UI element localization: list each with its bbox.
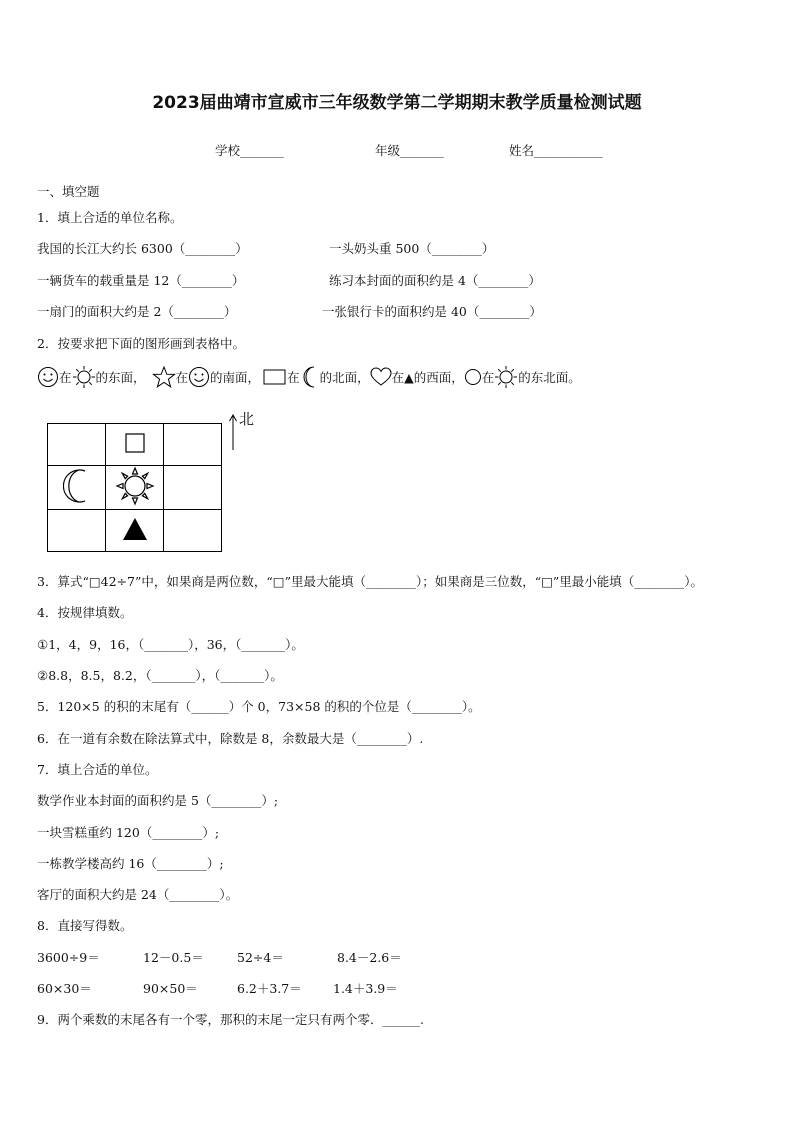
- page-title: 2023届曲靖市宣威市三年级数学第二学期期末教学质量检测试题: [152, 93, 642, 113]
- q2-text: 的东面，: [95, 370, 146, 385]
- sun-icon: [115, 466, 155, 506]
- q7-item: 客厅的面积大约是 24（________）。: [37, 887, 239, 902]
- q8-item: 6.2＋3.7＝: [237, 981, 302, 996]
- q4-item: ②8.8，8.5，8.2，（_______），（_______）。: [37, 668, 283, 683]
- grid-cell: [48, 424, 106, 466]
- question-8-label: 8．直接写得数。: [37, 918, 133, 933]
- smiley-icon: [37, 366, 59, 388]
- moon-icon: [300, 365, 320, 389]
- q8-item: 1.4＋3.9＝: [333, 981, 398, 996]
- question-6: 6．在一道有余数在除法算式中，除数是 8，余数最大是（________）.: [37, 731, 424, 746]
- question-1-label: 1．填上合适的单位名称。: [37, 210, 183, 225]
- q8-item: 60×30＝: [37, 981, 92, 996]
- question-9: 9．两个乘数的末尾各有一个零，那积的末尾一定只有两个零．______.: [37, 1012, 424, 1027]
- section-heading: 一、填空题: [37, 184, 100, 199]
- square-icon: [124, 432, 146, 454]
- q1-item: 一扇门的面积大约是 2（________）: [37, 304, 237, 319]
- rectangle-icon: [263, 368, 287, 386]
- q2-text: 在: [59, 370, 72, 385]
- sun-icon: [72, 365, 96, 389]
- sun-icon: [494, 365, 518, 389]
- name-field: 姓名___________: [509, 143, 603, 158]
- grid-cell: [106, 424, 164, 466]
- q2-text: 在: [175, 370, 189, 385]
- q2-text: 在: [481, 370, 495, 385]
- moon-icon: [63, 469, 91, 503]
- question-7-label: 7．填上合适的单位。: [37, 762, 158, 777]
- grid-cell: [164, 424, 222, 466]
- q2-text: 在▲的西面，: [391, 370, 464, 385]
- question-5: 5．120×5 的积的末尾有（______）个 0，73×58 的积的个位是（________）。: [37, 699, 481, 714]
- grade-field: 年级_______: [375, 143, 444, 158]
- smiley-icon: [188, 366, 210, 388]
- q1-item: 一张银行卡的面积约是 40（________）: [322, 304, 542, 319]
- q2-text: 的北面，: [319, 370, 370, 385]
- question-2-label: 2．按要求把下面的图形画到表格中。: [37, 336, 245, 351]
- position-grid: [47, 423, 222, 552]
- q2-text: 的南面，: [210, 370, 261, 385]
- q7-item: 数学作业本封面的面积约是 5（________）;: [37, 793, 279, 808]
- star-icon: [152, 366, 176, 388]
- q8-item: 52÷4＝: [237, 950, 284, 965]
- north-label: 北: [239, 410, 255, 428]
- q7-item: 一块雪糕重约 120（________）;: [37, 825, 220, 840]
- grid-cell: [48, 466, 106, 510]
- school-field: 学校_______: [215, 143, 284, 158]
- q1-item: 练习本封面的面积约是 4（________）: [329, 273, 541, 288]
- north-arrow-icon: [227, 412, 239, 452]
- grid-cell: [164, 510, 222, 552]
- grid-cell: [48, 510, 106, 552]
- triangle-icon: [121, 516, 149, 542]
- q1-item: 我国的长江大约长 6300（________）: [37, 241, 248, 256]
- circle-icon: [464, 368, 482, 386]
- q1-item: 一辆货车的载重量是 12（________）: [37, 273, 245, 288]
- q2-instruction-line: [37, 366, 581, 388]
- q8-item: 12－0.5＝: [143, 950, 204, 965]
- q8-item: 3600÷9＝: [37, 950, 100, 965]
- q7-item: 一栋教学楼高约 16（________）;: [37, 856, 224, 871]
- grid-cell: [106, 466, 164, 510]
- heart-icon: [370, 367, 392, 387]
- q1-item: 一头奶头重 500（________）: [329, 241, 495, 256]
- q8-item: 90×50＝: [143, 981, 198, 996]
- q4-item: ①1，4，9，16，（_______），36，（_______）。: [37, 637, 304, 652]
- question-4-label: 4．按规律填数。: [37, 605, 133, 620]
- grid-cell: [106, 510, 164, 552]
- question-3: 3．算式“□42÷7”中，如果商是两位数，“□”里最大能填（________）；如果商是三位数，“□”里最小能填（________）。: [37, 574, 704, 589]
- q2-text: 的东北面。: [518, 370, 581, 385]
- q8-item: 8.4－2.6＝: [337, 950, 402, 965]
- q2-text: 在: [287, 370, 300, 385]
- grid-cell: [164, 466, 222, 510]
